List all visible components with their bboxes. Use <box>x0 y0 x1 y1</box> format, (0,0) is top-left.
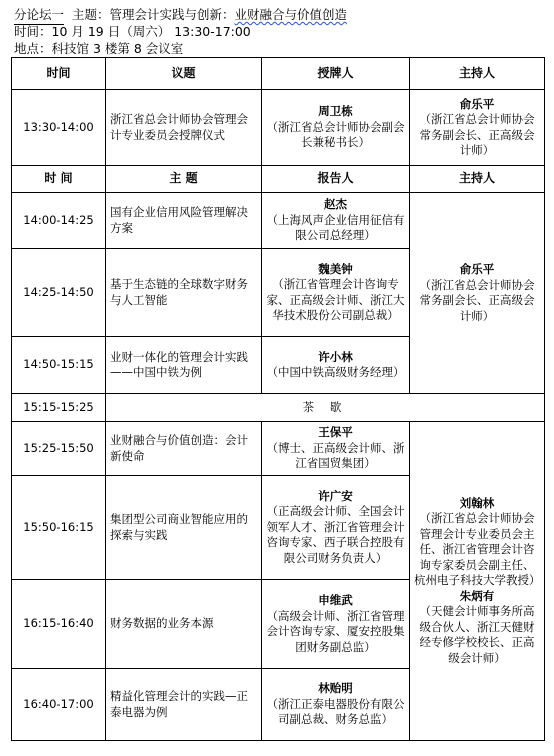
row-reporter <box>262 193 410 249</box>
host-name: 刘翰林 <box>459 495 495 510</box>
reporter-name: 魏美钟 <box>318 261 353 276</box>
reporter-name: 许小林 <box>318 349 353 364</box>
row-hosts <box>410 422 545 741</box>
host-name: 俞乐平 <box>459 262 495 276</box>
host-title: （浙江省总会计师协会管理会计专业委员会主任、浙江省管理会计咨询专家委员会副主任、杭州电子科技大学教授） <box>414 511 541 588</box>
reporter-title: （正高级会计师、全国会计领军人才、浙江省管理会计咨询专家、西子联合控股有限公司财务负责人） <box>266 504 405 565</box>
header-presenter: 授牌人 <box>262 58 410 90</box>
theme-prefix: 主题：管理会计实践与创新： <box>71 7 235 22</box>
reporter-title: （上海风声企业信用征信有限公司总经理） <box>266 212 405 243</box>
reporter-title: （浙江省管理会计咨询专家、正高级会计师、浙江大华技术股份公司副总裁） <box>266 277 405 322</box>
row-presenter <box>262 90 410 166</box>
host-title: （浙江省总会计师协会常务副会长、正高级会计师） <box>419 112 535 157</box>
row-time: 15:50-16:15 <box>12 476 106 580</box>
tea-break-time: 15:15-15:25 <box>12 394 106 422</box>
row-topic: 精益化管理会计的实践—正泰电器为例 <box>106 669 262 741</box>
table-row <box>12 193 545 249</box>
row-time: 14:50-15:15 <box>12 337 106 394</box>
tea-break-row <box>12 394 545 422</box>
header-time: 时间 <box>12 58 106 90</box>
reporter-name: 许广安 <box>318 488 353 503</box>
row-topic: 业财融合与价值创造：会计新使命 <box>106 422 262 476</box>
row-reporter <box>262 422 410 476</box>
tea-break-label: 茶 歇 <box>106 394 545 422</box>
table-row <box>12 422 545 476</box>
row-reporter <box>262 476 410 580</box>
forum-header <box>14 6 347 57</box>
presenter-name: 周卫栋 <box>318 104 353 119</box>
header-host: 主持人 <box>410 166 545 193</box>
forum-location: 地点：科技馆 3 楼第 8 会议室 <box>14 41 184 56</box>
row-time: 13:30-14:00 <box>12 90 106 166</box>
row-host <box>410 90 545 166</box>
row-time: 14:25-14:50 <box>12 249 106 337</box>
table-row <box>12 90 545 166</box>
row-topic: 国有企业信用风险管理解决方案 <box>106 193 262 249</box>
theme-highlight: 业财融合与价值创造 <box>234 7 347 22</box>
host-title: （浙江省总会计师协会常务副会长、正高级会计师） <box>419 277 535 323</box>
row-host <box>410 193 545 394</box>
forum-theme-line <box>14 6 347 23</box>
row-topic: 浙江省总会计师协会管理会计专业委员会授牌仪式 <box>106 90 262 166</box>
schedule-table <box>11 57 545 741</box>
row-topic: 基于生态链的全球数字财务与人工智能 <box>106 249 262 337</box>
table-header-row <box>12 166 545 193</box>
reporter-name: 林贻明 <box>318 681 353 696</box>
row-time: 16:15-16:40 <box>12 580 106 669</box>
host-name: 俞乐平 <box>459 96 495 111</box>
row-reporter <box>262 580 410 669</box>
reporter-title: （高级会计师、浙江省管理会计咨询专家、厦安控股集团财务副总监） <box>266 608 405 654</box>
row-time: 16:40-17:00 <box>12 669 106 741</box>
reporter-title: （博士、正高级会计师、浙江省国贸集团） <box>266 440 405 471</box>
reporter-name: 赵杰 <box>324 197 347 212</box>
reporter-name: 王保平 <box>318 425 353 440</box>
forum-label: 分论坛一 <box>14 7 65 22</box>
host-name: 朱炳有 <box>459 588 495 603</box>
row-topic: 集团型公司商业智能应用的探索与实践 <box>106 476 262 580</box>
row-reporter <box>262 249 410 337</box>
reporter-title: （中国中铁高级财务经理） <box>266 365 405 379</box>
reporter-name: 申维武 <box>318 593 353 607</box>
row-time: 14:00-14:25 <box>12 193 106 249</box>
reporter-title: （浙江正泰电器股份有限公司副总裁、财务总监） <box>266 696 405 727</box>
row-topic: 财务数据的业务本源 <box>106 580 262 669</box>
row-reporter <box>262 337 410 394</box>
host-title: （天健会计师事务所高级合伙人、浙江天健财经专修学校校长、正高级会计师） <box>419 604 535 665</box>
header-reporter: 报告人 <box>262 166 410 193</box>
row-topic: 业财一体化的管理会计实践——中国中铁为例 <box>106 337 262 394</box>
forum-time: 时间：10 月 19 日（周六） 13:30-17:00 <box>14 24 251 39</box>
header-topic: 主 题 <box>106 166 262 193</box>
presenter-title: （浙江省总会计师协会副会长兼秘书长） <box>266 119 405 150</box>
table-header-row <box>12 58 545 90</box>
header-topic: 议题 <box>106 58 262 90</box>
row-time: 15:25-15:50 <box>12 422 106 476</box>
row-reporter <box>262 669 410 741</box>
header-time: 时 间 <box>12 166 106 193</box>
header-host: 主持人 <box>410 58 545 90</box>
